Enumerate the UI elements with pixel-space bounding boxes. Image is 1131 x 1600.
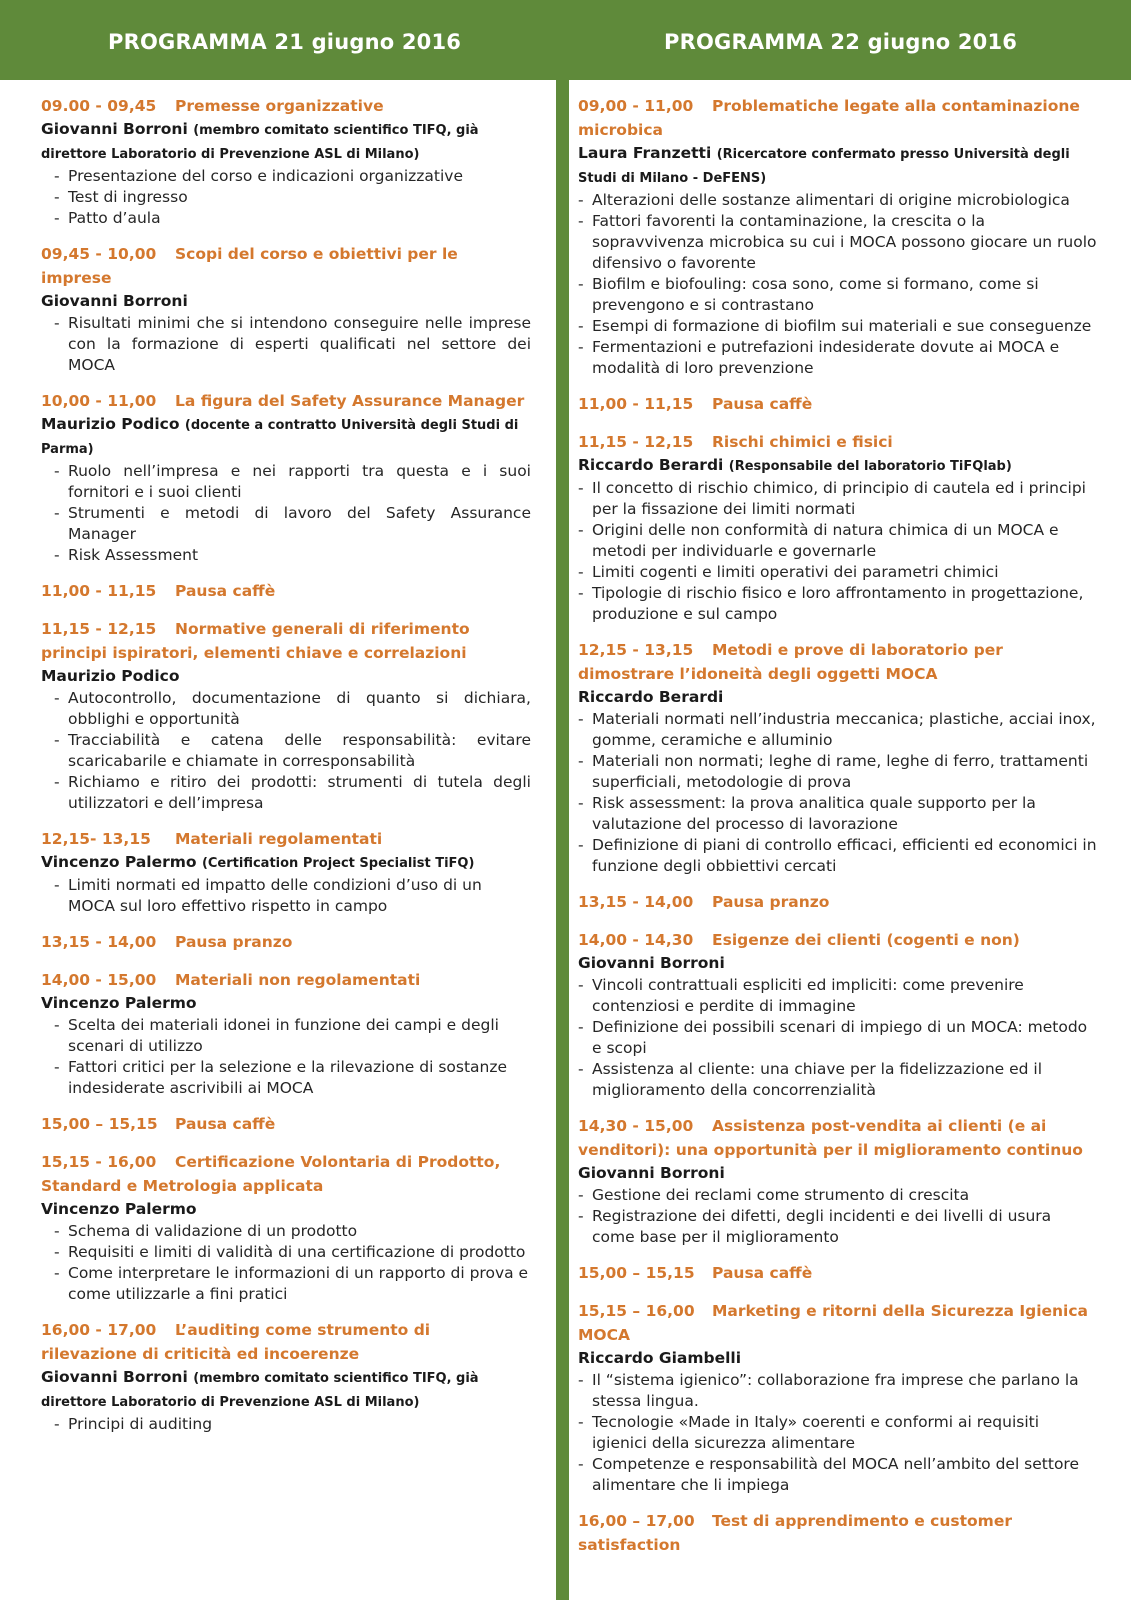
topic-list [578, 975, 1098, 1101]
break-item [578, 890, 1098, 914]
topic-list [41, 461, 531, 566]
speaker-role: (Certification Project Specialist TiFQ) [201, 856, 475, 871]
list-item: - Come interpretare le informazioni di un rapporto di prova e come utilizzarle a fini pratici [41, 1263, 531, 1305]
session-item [41, 827, 531, 917]
list-item: - Registrazione dei difetti, degli incidenti e dei livelli di usura come base per il miglioramento [578, 1206, 1098, 1248]
session-time: 09.00 - 09,45 [41, 97, 157, 115]
list-item: - Principi di auditing [41, 1414, 531, 1435]
break-item [41, 1112, 531, 1136]
list-item: - Risultati minimi che si intendono conseguire nelle imprese con la formazione di esperti qualificati nel settore dei MOCA [41, 313, 531, 376]
session-time: 14,00 - 14,30 [578, 931, 694, 949]
speaker-role: (membro comitato scientifico TIFQ, già direttore Laboratorio di Prevenzione ASL di Milano) [41, 123, 479, 162]
list-item: - Ruolo nell’impresa e nei rapporti tra questa e i suoi fornitori e i suoi clienti [41, 461, 531, 503]
list-item: - Tipologie di rischio fisico e loro affrontamento in progettazione, produzione e sul campo [578, 583, 1098, 625]
list-item: - Origini delle non conformità di natura chimica di un MOCA e metodi per individuarle e governarle [578, 520, 1098, 562]
list-item: - Limiti cogenti e limiti operativi dei parametri chimici [578, 562, 1098, 583]
speaker-role: (membro comitato scientifico TIFQ, già direttore Laboratorio di Prevenzione ASL di Milano) [41, 1371, 479, 1410]
speaker: Giovanni Borroni [578, 954, 725, 972]
list-item: - Patto d’aula [41, 208, 531, 229]
topic-list [41, 313, 531, 376]
speaker: Vincenzo Palermo [41, 1200, 197, 1218]
topic-list [578, 190, 1098, 379]
speaker: Riccardo Giambelli [578, 1349, 742, 1367]
session-time: 15,15 - 16,00 [41, 1153, 157, 1171]
break-item [41, 930, 531, 954]
session-time: 14,30 - 15,00 [578, 1117, 694, 1135]
list-item: - Fattori favorenti la contaminazione, la crescita o la sopravvivenza microbica su cui i MOCA possono giocare un ruolo difensivo o favorente [578, 211, 1098, 274]
session-title: 16,00 - 17,00 L’auditing come strumento di rilevazione di criticità ed incoerenze [41, 1318, 531, 1366]
session-title: 15,15 - 16,00 Certificazione Volontaria di Prodotto, Standard e Metrologia applicata [41, 1150, 531, 1198]
session-item [578, 638, 1098, 877]
session-time: 11,00 - 11,15 [578, 395, 694, 413]
session-title: 12,15 - 13,15 Metodi e prove di laboratorio per dimostrare l’idoneità degli oggetti MOCA [578, 638, 1098, 686]
session-item [41, 1150, 531, 1305]
session-title: 16,00 – 17,00 Test di apprendimento e customer satisfaction [578, 1509, 1098, 1557]
session-item [41, 389, 531, 566]
session-item [578, 430, 1098, 625]
day1-column [41, 94, 531, 1448]
list-item: - Requisiti e limiti di validità di una certificazione di prodotto [41, 1242, 531, 1263]
session-title: 11,15 - 12,15 Normative generali di riferimento principi ispiratori, elementi chiave e correlazioni [41, 617, 531, 665]
session-item [578, 1299, 1098, 1496]
session-time: 13,15 - 14,00 [578, 893, 694, 911]
day1-heading: PROGRAMMA 21 giugno 2016 [108, 30, 462, 54]
session-title: 13,15 - 14,00 Pausa pranzo [578, 890, 1098, 914]
speaker: Giovanni Borroni [41, 292, 188, 310]
list-item: - Competenze e responsabilità del MOCA nell’ambito del settore alimentare che li impiega [578, 1454, 1098, 1496]
session-time: 15,00 – 15,15 [578, 1264, 695, 1282]
break-item [41, 579, 531, 603]
session-title: 10,00 - 11,00 La figura del Safety Assurance Manager [41, 389, 531, 413]
topic-list [41, 1221, 531, 1305]
list-item: - Scelta dei materiali idonei in funzione dei campi e degli scenari di utilizzo [41, 1015, 531, 1057]
list-item: - Tracciabilità e catena delle responsabilità: evitare scaricabarile e chiamate in corresponsabilità [41, 730, 531, 772]
session-title: 15,00 – 15,15 Pausa caffè [41, 1112, 531, 1136]
speaker: Vincenzo Palermo (Certification Project Specialist TiFQ) [41, 853, 475, 871]
speaker: Giovanni Borroni [578, 1164, 725, 1182]
session-title: 12,15- 13,15 Materiali regolamentati [41, 827, 531, 851]
list-item: - Fermentazioni e putrefazioni indesiderate dovute ai MOCA e modalità di loro prevenzione [578, 337, 1098, 379]
topic-list [41, 1015, 531, 1099]
session-time: 09,45 - 10,00 [41, 245, 157, 263]
topic-list [578, 709, 1098, 877]
header-bar [0, 0, 1131, 80]
list-item: - Strumenti e metodi di lavoro del Safety Assurance Manager [41, 503, 531, 545]
list-item: - Presentazione del corso e indicazioni organizzative [41, 166, 531, 187]
day2-heading: PROGRAMMA 22 giugno 2016 [664, 30, 1018, 54]
speaker-role: (Responsabile del laboratorio TiFQlab) [728, 459, 1012, 474]
session-time: 11,15 - 12,15 [41, 620, 157, 638]
topic-list [578, 478, 1098, 625]
session-title: 11,15 - 12,15 Rischi chimici e fisici [578, 430, 1098, 454]
session-time: 14,00 - 15,00 [41, 971, 157, 989]
list-item: - Schema di validazione di un prodotto [41, 1221, 531, 1242]
speaker: Giovanni Borroni (membro comitato scientifico TIFQ, già direttore Laboratorio di Prevenzione ASL di Milano) [41, 120, 479, 162]
session-time: 15,00 – 15,15 [41, 1115, 158, 1133]
topic-list [41, 875, 531, 917]
session-title: 11,00 - 11,15 Pausa caffè [41, 579, 531, 603]
session-time: 12,15 - 13,15 [578, 641, 694, 659]
session-item [41, 94, 531, 229]
session-item [578, 1114, 1098, 1248]
session-title: 09,45 - 10,00 Scopi del corso e obiettivi per le imprese [41, 242, 531, 290]
list-item: - Il concetto di rischio chimico, di principio di cautela ed i principi per la fissazione dei limiti normati [578, 478, 1098, 520]
session-item [41, 242, 531, 376]
session-title: 09,00 - 11,00 Problematiche legate alla contaminazione microbica [578, 94, 1098, 142]
session-time: 13,15 - 14,00 [41, 933, 157, 951]
column-divider [556, 80, 569, 1600]
session-time: 11,00 - 11,15 [41, 582, 157, 600]
speaker: Riccardo Berardi [578, 688, 724, 706]
break-item [578, 1261, 1098, 1285]
session-item [41, 968, 531, 1099]
session-title: 13,15 - 14,00 Pausa pranzo [41, 930, 531, 954]
session-title: 15,00 – 15,15 Pausa caffè [578, 1261, 1098, 1285]
session-item [41, 617, 531, 814]
speaker: Giovanni Borroni (membro comitato scientifico TIFQ, già direttore Laboratorio di Prevenzione ASL di Milano) [41, 1368, 479, 1410]
list-item: - Definizione di piani di controllo efficaci, efficienti ed economici in funzione degli obbiettivi cercati [578, 835, 1098, 877]
session-time: 16,00 – 17,00 [578, 1512, 695, 1530]
topic-list [41, 688, 531, 814]
list-item: - Richiamo e ritiro dei prodotti: strumenti di tutela degli utilizzatori e dell’impresa [41, 772, 531, 814]
list-item: - Il “sistema igienico”: collaborazione fra imprese che parlano la stessa lingua. [578, 1370, 1098, 1412]
session-title: 11,00 - 11,15 Pausa caffè [578, 392, 1098, 416]
session-title: 14,00 - 15,00 Materiali non regolamentati [41, 968, 531, 992]
session-time: 15,15 – 16,00 [578, 1302, 695, 1320]
topic-list [578, 1370, 1098, 1496]
session-item [41, 1318, 531, 1435]
speaker-role: (Ricercatore confermato presso Università degli Studi di Milano - DeFENS) [578, 147, 1070, 186]
speaker: Laura Franzetti (Ricercatore confermato presso Università degli Studi di Milano - DeFENS) [578, 144, 1070, 186]
day2-column [578, 94, 1098, 1571]
list-item: - Alterazioni delle sostanze alimentari di origine microbiologica [578, 190, 1098, 211]
speaker: Riccardo Berardi (Responsabile del laboratorio TiFQlab) [578, 456, 1012, 474]
session-time: 12,15- 13,15 [41, 830, 151, 848]
session-time: 11,15 - 12,15 [578, 433, 694, 451]
session-title: 15,15 – 16,00 Marketing e ritorni della Sicurezza Igienica MOCA [578, 1299, 1098, 1347]
topic-list [41, 166, 531, 229]
list-item: - Assistenza al cliente: una chiave per la fidelizzazione ed il miglioramento della concorrenzialità [578, 1059, 1098, 1101]
list-item: - Definizione dei possibili scenari di impiego di un MOCA: metodo e scopi [578, 1017, 1098, 1059]
session-item [578, 1509, 1098, 1557]
session-title: 14,30 - 15,00 Assistenza post-vendita ai clienti (e ai venditori): una opportunità per il miglioramento continuo [578, 1114, 1098, 1162]
list-item: - Esempi di formazione di biofilm sui materiali e sue conseguenze [578, 316, 1098, 337]
list-item: - Vincoli contrattuali espliciti ed impliciti: come prevenire contenziosi e perdite di immagine [578, 975, 1098, 1017]
list-item: - Gestione dei reclami come strumento di crescita [578, 1185, 1098, 1206]
list-item: - Limiti normati ed impatto delle condizioni d’uso di un MOCA sul loro effettivo rispetto in campo [41, 875, 531, 917]
session-item [578, 94, 1098, 379]
topic-list [41, 1414, 531, 1435]
speaker: Maurizio Podico (docente a contratto Università degli Studi di Parma) [41, 415, 519, 457]
session-time: 09,00 - 11,00 [578, 97, 694, 115]
list-item: - Materiali non normati; leghe di rame, leghe di ferro, trattamenti superficiali, metodologie di prova [578, 751, 1098, 793]
session-time: 16,00 - 17,00 [41, 1321, 157, 1339]
session-title: 09.00 - 09,45 Premesse organizzative [41, 94, 531, 118]
list-item: - Materiali normati nell’industria meccanica; plastiche, acciai inox, gomme, ceramiche e alluminio [578, 709, 1098, 751]
list-item: - Tecnologie «Made in Italy» coerenti e conformi ai requisiti igienici della sicurezza alimentare [578, 1412, 1098, 1454]
list-item: - Test di ingresso [41, 187, 531, 208]
speaker: Maurizio Podico [41, 667, 180, 685]
speaker-role: (docente a contratto Università degli Studi di Parma) [41, 418, 519, 457]
list-item: - Fattori critici per la selezione e la rilevazione di sostanze indesiderate ascrivibili ai MOCA [41, 1057, 531, 1099]
list-item: - Risk Assessment [41, 545, 531, 566]
speaker: Vincenzo Palermo [41, 994, 197, 1012]
list-item: - Risk assessment: la prova analitica quale supporto per la valutazione del processo di lavorazione [578, 793, 1098, 835]
list-item: - Autocontrollo, documentazione di quanto si dichiara, obblighi e opportunità [41, 688, 531, 730]
session-time: 10,00 - 11,00 [41, 392, 157, 410]
topic-list [578, 1185, 1098, 1248]
session-title: 14,00 - 14,30 Esigenze dei clienti (cogenti e non) [578, 928, 1098, 952]
list-item: - Biofilm e biofouling: cosa sono, come si formano, come si prevengono e si contrastano [578, 274, 1098, 316]
session-item [578, 928, 1098, 1101]
break-item [578, 392, 1098, 416]
